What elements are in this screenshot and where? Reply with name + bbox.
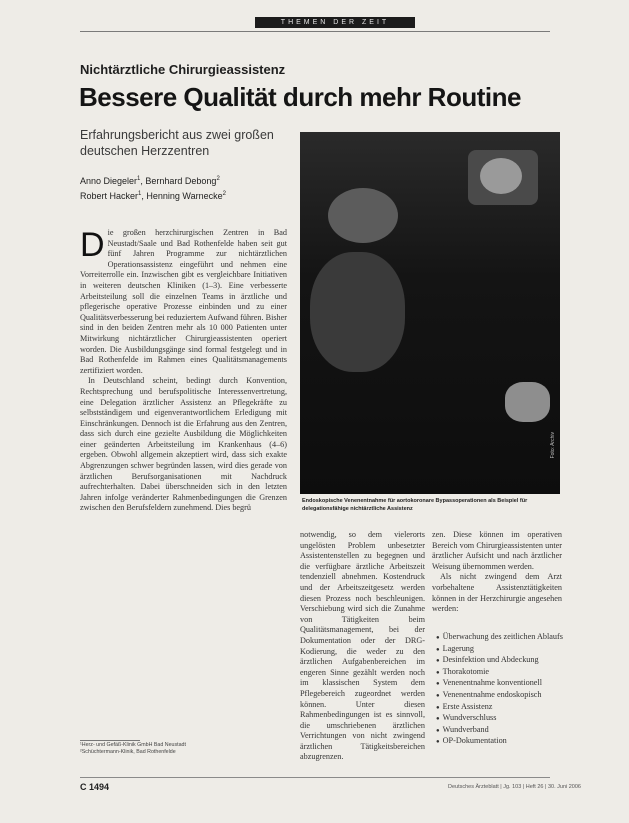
glove-shape — [505, 382, 550, 422]
article-subtitle: Erfahrungsbericht aus zwei großen deutschen Herzzentren — [80, 128, 274, 158]
article-kicker: Nichtärztliche Chirurgieassistenz — [80, 62, 286, 77]
list-item: ● Erste Assistenz — [436, 702, 566, 714]
author-name: Robert Hacker — [80, 191, 139, 201]
author-affiliation-mark: 1 — [138, 191, 142, 197]
surgeon-body-shape — [310, 252, 405, 372]
list-item: ● Thorakotomie — [436, 667, 566, 679]
body-paragraph: zen. Diese können im operativen Bereich vom Chirurgieassistenten unter ärztlicher Aufsicht und nach ärztlicher Weisung übernommen werden. — [432, 530, 562, 571]
author-name: Anno Diegeler — [80, 176, 138, 186]
list-item: ● Desinfektion und Abdeckung — [436, 655, 566, 667]
footnote-rule — [80, 740, 140, 741]
list-item: ● Überwachung des zeitlichen Ablaufs — [436, 632, 566, 644]
drop-cap: D — [80, 226, 105, 264]
footnote: ²Schüchtermann-Klinik, Bad Rothenfelde — [80, 749, 176, 755]
author-affiliation-mark: 1 — [137, 176, 141, 182]
list-item: ● OP-Dokumentation — [436, 736, 566, 748]
list-item: ● Venenentnahme konventionell — [436, 678, 566, 690]
body-paragraph: In Deutschland scheint, bedingt durch Konvention, Rechtsprechung und berufspolitische Interessenvertretung, eine Delegation ärztlicher Assistenz an Pflegekräfte zu selbstständigem und eigenverantwortlichem Erledigung mit Einschränkungen. Dennoch ist die Erfahrung aus den Zentren, dass sich durch eine gezielte Ausbildung die Möglichkeiten einer geänderten Arbeitsteilung im Krankenhaus (4–6) ergeben. Obwohl allgemein akzeptiert wird, dass sich exakte Abgrenzungen schwer begründen lassen, wird dies gerade von ärztlichen Berufsorganisationen mit Nachdruck aufrechterhalten. Dabei überschneiden sich in den letzten Jahren infolge veränderter Rahmenbedingungen die Grenzen zwischen den Berufsfeldern zunehmend. Dies begrü — [80, 376, 287, 513]
surgery-photo — [300, 132, 560, 494]
footnote: ¹Herz- und Gefäß-Klinik GmbH Bad Neustadt — [80, 742, 186, 748]
list-item: ● Lagerung — [436, 644, 566, 656]
body-column-2 — [300, 530, 425, 762]
body-paragraph — [80, 228, 287, 376]
author-name: , Henning Warnecke — [141, 191, 223, 201]
header-rule — [80, 31, 550, 32]
body-column-3 — [432, 530, 562, 630]
paragraph-text: ie großen herzchirurgischen Zentren in Bad Neustadt/Saale und Bad Rothenfelde haben seit gut fünf Jahren Programme zur nichtärztlichen Operationsassistenz eingeführt und nehmen eine Vorreiterrolle ein. Inzwischen gibt es vergleichbare Initiativen in weiteren deutschen Kliniken (1–3). Eine verbesserte Arbeitsteilung soll die einzelnen Teams in ärztliche und pflegerische operative Prozesse einbinden und zu einer Qualitätsverbesserung bei reduziertem Aufwand führen. Bisher sind in den beiden Zentren mehr als 10 000 Patienten unter Mitwirkung nichtärztlicher Chirurgieassistenten operiert worden. Die Ausbildungsgänge sind formal festgelegt und in Bad Rothenfelde im Rahmen eines Qualitätsmanagements zertifiziert worden. — [80, 228, 287, 375]
journal-citation: Deutsches Ärzteblatt | Jg. 103 | Heft 26 | 30. Juni 2006 — [447, 784, 581, 790]
page-number: C 1494 — [80, 782, 110, 792]
body-column-1 — [80, 228, 287, 733]
task-list — [436, 632, 566, 748]
lamp-light-shape — [480, 158, 522, 194]
list-item: ● Wundverband — [436, 725, 566, 737]
author-name: , Bernhard Debong — [140, 176, 217, 186]
footnotes — [80, 742, 285, 756]
list-item: ● Wundverschluss — [436, 713, 566, 725]
author-list — [80, 173, 290, 203]
surgeon-head-shape — [328, 188, 398, 243]
photo-credit: Foto: Archiv — [550, 432, 556, 459]
footer-rule — [80, 777, 550, 778]
author-affiliation-mark: 2 — [216, 176, 220, 182]
author-affiliation-mark: 2 — [222, 191, 226, 197]
article-title: Bessere Qualität durch mehr Routine — [79, 82, 521, 112]
photo-caption: Endoskopische Venenentnahme für aortokoronare Bypassoperationen als Beispiel für delegationsfähige nichtärztliche Assistenz — [302, 498, 528, 512]
list-item: ● Venenentnahme endoskopisch — [436, 690, 566, 702]
body-paragraph: notwendig, so dem vielerorts ungelösten Problem unbesetzter Assistentenstellen zu begegnen und die verfügbare ärztliche Arbeitszeit tendenziell abnehmen. Kostendruck und der Arbeitszeitgesetz werden diesen Prozess noch beschleunigen. Verschiebung wird sich die Zunahme von Tätigkeiten beim Qualitätsmanagement, bei der Dokumentation oder der DRG-Kodierung, die weder zu den ärztlichen Aufgabenbereichen im engeren Sinne gezählt werden noch im klassischen System dem Pflegebereich zugeordnet werden können. Unter diesen Rahmenbedingungen ist es sinnvoll, die umschriebenen ärztlichen Verrichtungen von nicht zwingend ärztlichen Tätigkeitsbereichen abzugrenzen. — [300, 530, 425, 762]
section-label: THEMEN DER ZEIT — [255, 17, 415, 28]
body-paragraph: Als nicht zwingend dem Arzt vorbehaltene Assistenztätigkeiten können in der Herzchirurgie angesehen werden: — [432, 572, 562, 614]
